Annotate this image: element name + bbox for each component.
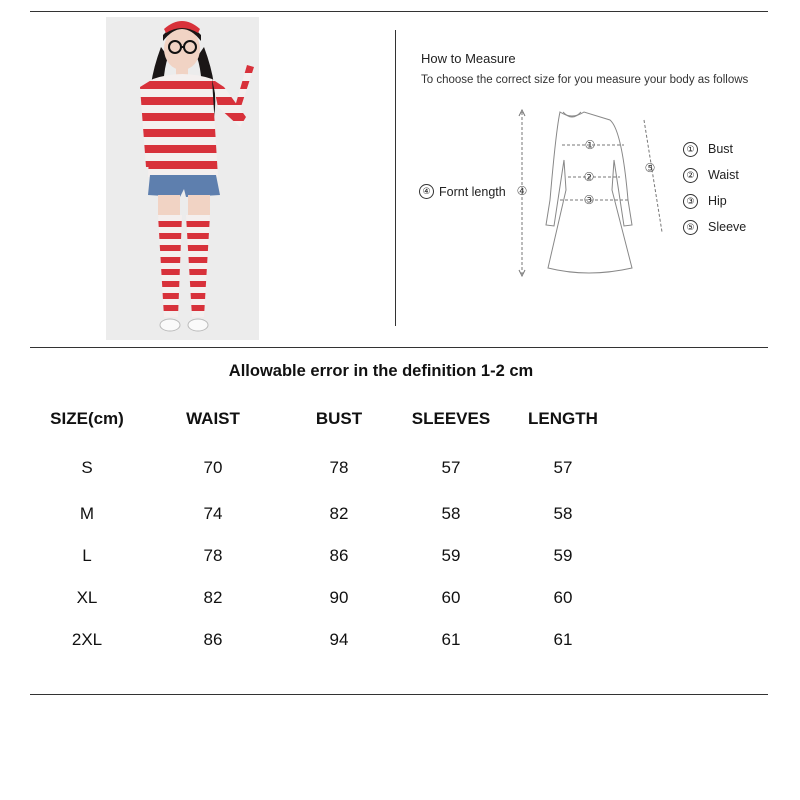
header-length: LENGTH <box>528 409 598 428</box>
diagram-length-number: ④ <box>516 184 528 198</box>
legend-number: ③ <box>683 194 698 209</box>
cell-waist: 86 <box>203 630 223 649</box>
cell-bust: 78 <box>329 458 349 477</box>
legend-item-waist <box>683 162 746 188</box>
product-photo <box>106 17 259 340</box>
table-caption: Allowable error in the definition 1-2 cm <box>228 362 534 380</box>
cell-bust: 82 <box>329 504 349 523</box>
cell-length: 58 <box>553 504 573 523</box>
cell-sleeves: 60 <box>441 588 461 607</box>
cell-length: 60 <box>553 588 573 607</box>
cell-waist: 74 <box>203 504 223 523</box>
bottom-rule <box>30 694 768 695</box>
cell-length: 61 <box>553 630 573 649</box>
header-size: SIZE(cm) <box>50 409 124 428</box>
cell-waist: 82 <box>203 588 223 607</box>
cell-sleeves: 59 <box>441 546 461 565</box>
header-sleeves: SLEEVES <box>411 409 491 428</box>
cell-size: 2XL <box>71 630 103 649</box>
cell-bust: 86 <box>329 546 349 565</box>
front-length-text: Fornt length <box>439 184 506 199</box>
top-rule <box>30 11 768 12</box>
cell-size: S <box>81 458 93 477</box>
header-waist: WAIST <box>186 409 240 428</box>
middle-rule <box>30 347 768 348</box>
cell-bust: 90 <box>329 588 349 607</box>
cell-size: M <box>79 504 95 523</box>
measure-subtitle: To choose the correct size for you measure your body as follows <box>421 74 749 86</box>
diagram-waist-number: ② <box>583 170 595 184</box>
measure-title: How to Measure <box>421 51 516 66</box>
legend-label: Bust <box>708 142 734 156</box>
legend-number: ⑤ <box>683 220 698 235</box>
legend-label: Sleeve <box>708 220 747 234</box>
front-length-number: ④ <box>419 184 434 199</box>
legend-item-bust <box>683 136 746 162</box>
header-bust: BUST <box>315 409 363 428</box>
cell-length: 57 <box>553 458 573 477</box>
measurement-legend <box>683 136 746 240</box>
cell-sleeves: 61 <box>441 630 461 649</box>
legend-number: ① <box>683 142 698 157</box>
diagram-bust-number: ① <box>584 138 596 152</box>
diagram-hip-number: ③ <box>583 193 595 207</box>
cell-waist: 78 <box>203 546 223 565</box>
cell-bust: 94 <box>329 630 349 649</box>
cell-length: 59 <box>553 546 573 565</box>
cell-sleeves: 57 <box>441 458 461 477</box>
cell-sleeves: 58 <box>441 504 461 523</box>
measurement-diagram <box>400 100 680 290</box>
cell-waist: 70 <box>203 458 223 477</box>
diagram-sleeve-number: ⑤ <box>644 161 656 175</box>
legend-item-hip <box>683 188 746 214</box>
cell-size: XL <box>76 588 98 607</box>
cell-size: L <box>82 546 92 565</box>
legend-number: ② <box>683 168 698 183</box>
legend-label: Hip <box>708 194 727 208</box>
legend-item-sleeve <box>683 214 746 240</box>
panel-divider <box>395 30 396 326</box>
legend-label: Waist <box>708 168 739 182</box>
